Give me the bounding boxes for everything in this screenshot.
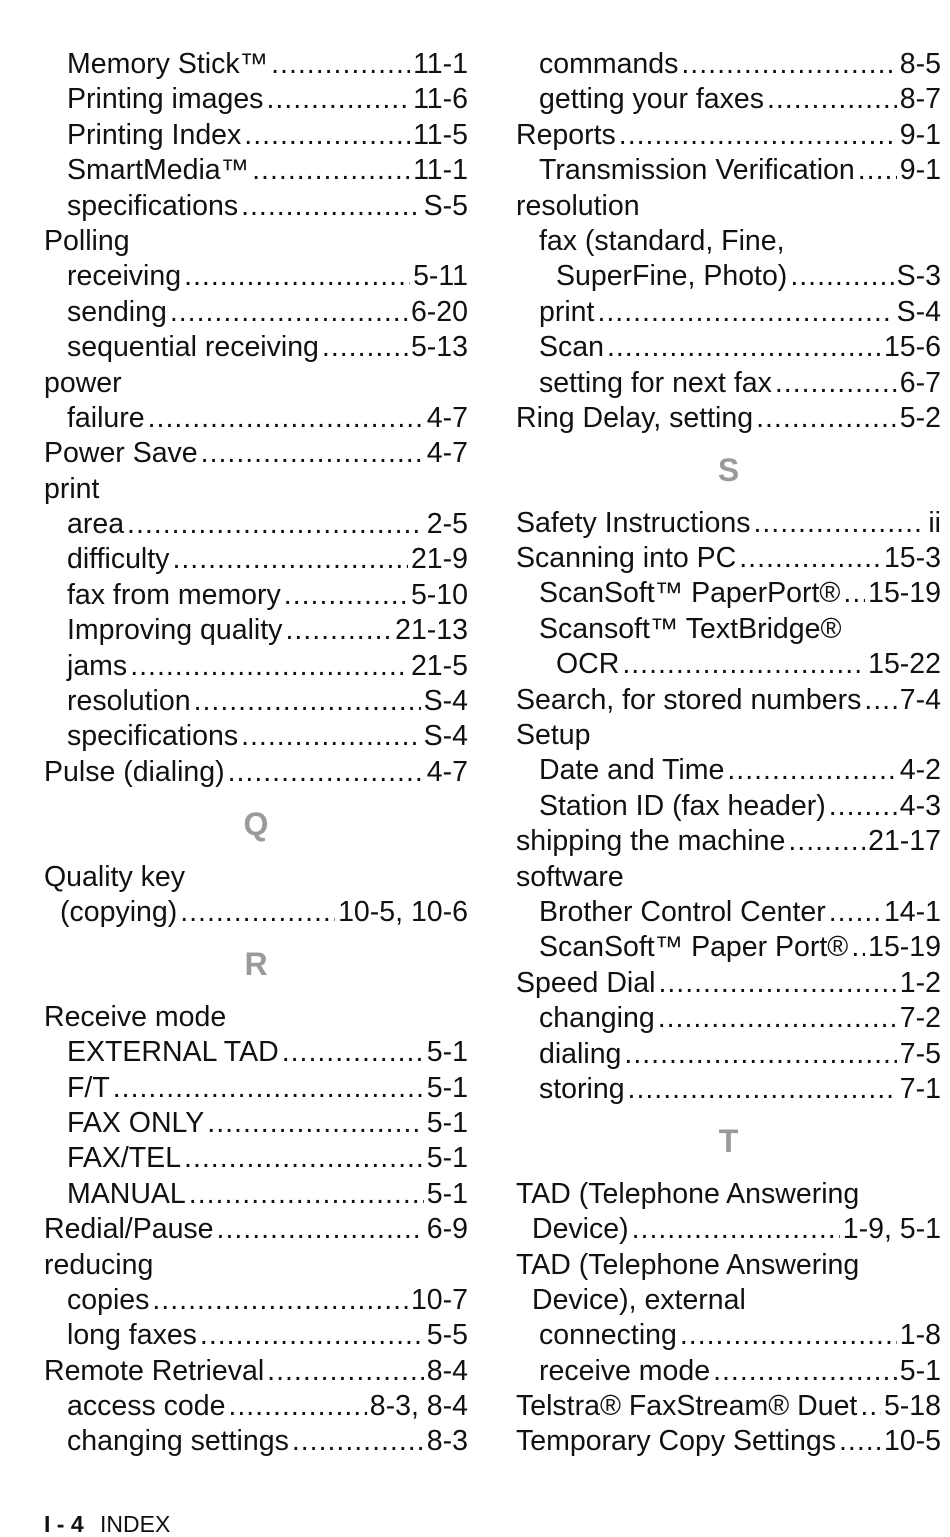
index-entry xyxy=(44,189,468,224)
index-term: shipping the machine xyxy=(516,825,786,858)
index-term: Safety Instructions xyxy=(516,506,751,539)
index-entry xyxy=(516,47,941,82)
dot-leader xyxy=(681,47,896,82)
index-term: changing xyxy=(539,1002,655,1035)
dot-leader xyxy=(322,330,408,365)
index-entry xyxy=(516,506,941,541)
index-entry xyxy=(516,295,941,330)
index-page-ref: 11-1 xyxy=(413,154,468,187)
index-term: setting for next fax xyxy=(539,366,772,399)
index-term: Polling xyxy=(44,224,130,257)
index-entry xyxy=(44,1283,468,1318)
index-entry xyxy=(516,401,941,436)
index-term: print xyxy=(539,295,595,328)
index-term: connecting xyxy=(539,1319,677,1352)
dot-leader xyxy=(292,1424,424,1459)
index-page-ref: 5-13 xyxy=(410,331,468,364)
index-page-ref: 14-1 xyxy=(883,895,941,928)
index-entry xyxy=(516,82,941,117)
index-entry xyxy=(516,895,941,930)
page-footer xyxy=(44,1512,170,1536)
dot-leader xyxy=(284,578,408,613)
index-term: fax (standard, Fine, xyxy=(539,224,785,257)
dot-leader xyxy=(200,1318,424,1353)
index-term: Improving quality xyxy=(67,614,283,647)
dot-leader xyxy=(194,684,421,719)
index-right-column xyxy=(516,47,941,1460)
index-page-ref: 4-7 xyxy=(426,437,468,470)
index-page-ref: 6-20 xyxy=(410,295,468,328)
index-entry xyxy=(516,718,941,753)
index-term: Search, for stored numbers xyxy=(516,683,862,716)
index-page-ref: S-3 xyxy=(896,260,941,293)
index-entry xyxy=(516,612,941,647)
index-page-ref: 5-18 xyxy=(883,1390,941,1423)
dot-leader xyxy=(839,1424,881,1459)
index-term: Station ID (fax header) xyxy=(539,789,826,822)
dot-leader xyxy=(267,1354,424,1389)
index-page-ref: 15-19 xyxy=(868,577,941,610)
index-page-ref: 7-2 xyxy=(899,1002,941,1035)
index-page-ref: 5-11 xyxy=(413,260,468,293)
index-page-ref: 8-3 xyxy=(426,1425,468,1458)
index-page-ref: 15-22 xyxy=(868,648,941,681)
index-term: copies xyxy=(67,1283,150,1316)
dot-leader xyxy=(207,1106,424,1141)
index-entry xyxy=(516,789,941,824)
index-term: resolution xyxy=(516,189,640,222)
index-term: Remote Retrieval xyxy=(44,1354,265,1387)
index-entry xyxy=(44,1000,468,1035)
index-entry xyxy=(44,1106,468,1141)
dot-leader xyxy=(788,824,865,859)
index-term: receiving xyxy=(67,260,182,293)
dot-leader xyxy=(170,295,408,330)
index-term: (copying) xyxy=(60,895,178,928)
index-page-ref: 7-5 xyxy=(899,1037,941,1070)
index-page-ref: 8-5 xyxy=(899,48,941,80)
index-term: Date and Time xyxy=(539,754,725,787)
index-page-ref: 5-1 xyxy=(426,1106,468,1139)
index-entry xyxy=(44,118,468,153)
index-term: Scansoft™ TextBridge® xyxy=(539,612,842,645)
index-term: Device) xyxy=(532,1213,629,1246)
index-entry xyxy=(44,1071,468,1106)
index-term: TAD (Telephone Answering xyxy=(516,1177,860,1210)
index-page-ref: 15-3 xyxy=(883,542,941,575)
index-term: OCR xyxy=(556,648,620,681)
index-entry xyxy=(44,472,468,507)
index-page-ref: 4-7 xyxy=(426,755,468,788)
index-term: F/T xyxy=(67,1071,110,1104)
index-term: specifications xyxy=(67,189,239,222)
index-entry xyxy=(44,295,468,330)
index-entry xyxy=(516,647,941,682)
index-term: Setup xyxy=(516,719,591,752)
index-term: software xyxy=(516,860,624,893)
index-entry xyxy=(516,118,941,153)
index-entry xyxy=(44,1424,468,1459)
index-term: reducing xyxy=(44,1248,154,1281)
index-entry xyxy=(516,966,941,1001)
index-page-ref: 5-2 xyxy=(899,401,941,434)
dot-leader xyxy=(184,1141,424,1176)
index-page-ref: 21-5 xyxy=(410,649,468,682)
index-page-ref: 5-5 xyxy=(426,1319,468,1352)
index-term: sequential receiving xyxy=(67,331,319,364)
index-entry xyxy=(44,755,468,790)
index-term: ScanSoft™ Paper Port® xyxy=(539,931,849,964)
dot-leader xyxy=(113,1071,424,1106)
dot-leader xyxy=(180,895,335,930)
dot-leader xyxy=(130,649,408,684)
index-entry xyxy=(44,1177,468,1212)
index-term: power xyxy=(44,366,122,399)
dot-leader xyxy=(756,401,897,436)
dot-leader xyxy=(607,330,881,365)
footer-section-label: INDEX xyxy=(100,1511,171,1537)
index-page-ref: 5-1 xyxy=(426,1036,468,1069)
index-entry xyxy=(516,824,941,859)
index-entry xyxy=(516,1072,941,1107)
index-term: Reports xyxy=(516,118,616,151)
index-entry xyxy=(44,1035,468,1070)
dot-leader xyxy=(658,966,896,1001)
index-term: dialing xyxy=(539,1037,622,1070)
index-entry xyxy=(44,895,468,930)
index-entry xyxy=(44,436,468,471)
index-term: Ring Delay, setting xyxy=(516,401,754,434)
index-entry xyxy=(516,753,941,788)
index-entry xyxy=(516,1354,941,1389)
dot-leader xyxy=(658,1001,897,1036)
index-term: receive mode xyxy=(539,1354,711,1387)
index-term: Receive mode xyxy=(44,1000,227,1033)
footer-page-number: I - 4 xyxy=(44,1511,84,1537)
index-page-ref: 2-5 xyxy=(426,508,468,541)
dot-leader xyxy=(597,295,893,330)
index-term: Brother Control Center xyxy=(539,895,826,928)
index-term: Printing Index xyxy=(67,118,242,151)
index-page-ref: S-5 xyxy=(423,189,468,222)
index-page-ref: 8-7 xyxy=(899,83,941,116)
index-term: failure xyxy=(67,401,145,434)
index-term: Pulse (dialing) xyxy=(44,755,225,788)
dot-leader xyxy=(775,366,897,401)
index-entry xyxy=(516,189,941,224)
index-term: area xyxy=(67,508,125,541)
dot-leader xyxy=(228,755,424,790)
index-page-ref: 4-7 xyxy=(426,401,468,434)
index-page-ref: 5-1 xyxy=(426,1071,468,1104)
index-entry xyxy=(44,259,468,294)
index-entry xyxy=(516,366,941,401)
index-term: storing xyxy=(539,1072,625,1105)
dot-leader xyxy=(228,1389,366,1424)
index-term: SuperFine, Photo) xyxy=(556,260,788,293)
index-entry xyxy=(44,1318,468,1353)
index-page-ref: 15-6 xyxy=(883,331,941,364)
index-letter-heading: Q xyxy=(243,806,269,843)
index-term: TAD (Telephone Answering xyxy=(516,1248,860,1281)
index-entry xyxy=(44,719,468,754)
index-entry xyxy=(516,1212,941,1247)
dot-leader xyxy=(739,541,881,576)
index-entry xyxy=(44,1141,468,1176)
index-page-ref: 21-9 xyxy=(410,543,468,576)
dot-leader xyxy=(843,576,865,611)
index-page-ref: 4-2 xyxy=(899,754,941,787)
index-page-ref: 7-4 xyxy=(899,683,941,716)
index-term: Scan xyxy=(539,331,604,364)
dot-leader xyxy=(753,506,925,541)
index-term: Device), external xyxy=(532,1283,746,1316)
index-entry xyxy=(44,649,468,684)
dot-leader xyxy=(864,683,896,718)
index-term: Printing images xyxy=(67,83,264,116)
dot-leader xyxy=(713,1354,897,1389)
index-page-ref: 11-6 xyxy=(413,83,468,116)
index-term: FAX ONLY xyxy=(67,1106,205,1139)
index-page-ref: S-4 xyxy=(423,685,468,718)
dot-leader xyxy=(241,719,421,754)
index-entry xyxy=(516,1177,941,1212)
index-entry xyxy=(44,366,468,401)
index-term: Telstra® FaxStream® Duet xyxy=(516,1390,858,1423)
index-page-ref: 1-2 xyxy=(899,966,941,999)
index-page-ref: 21-17 xyxy=(868,825,941,858)
index-page-ref: 6-7 xyxy=(899,366,941,399)
dot-leader xyxy=(217,1212,424,1247)
index-entry xyxy=(44,578,468,613)
index-entry xyxy=(44,613,468,648)
index-entry xyxy=(44,224,468,259)
index-page-ref: ii xyxy=(928,506,941,539)
index-term: Scanning into PC xyxy=(516,542,737,575)
index-page-ref: 10-7 xyxy=(410,1283,468,1316)
index-entry xyxy=(44,542,468,577)
index-term: Temporary Copy Settings xyxy=(516,1425,836,1458)
index-entry xyxy=(516,930,941,965)
index-entry xyxy=(516,153,941,188)
dot-leader xyxy=(624,1037,896,1072)
index-entry xyxy=(44,330,468,365)
dot-leader xyxy=(172,542,408,577)
index-entry xyxy=(516,1283,941,1318)
dot-leader xyxy=(632,1212,840,1247)
index-page-ref: 10-5, 10-6 xyxy=(338,895,468,928)
dot-leader xyxy=(266,82,410,117)
dot-leader xyxy=(622,647,865,682)
dot-leader xyxy=(727,753,896,788)
dot-leader xyxy=(829,789,897,824)
index-entry xyxy=(516,1001,941,1036)
index-entry xyxy=(44,1248,468,1283)
index-term: Memory Stick™ xyxy=(67,48,269,80)
index-page-ref: 7-1 xyxy=(899,1072,941,1105)
index-entry xyxy=(44,1389,468,1424)
index-entry xyxy=(516,576,941,611)
index-entry xyxy=(516,1424,941,1459)
index-entry xyxy=(516,860,941,895)
index-entry xyxy=(516,1248,941,1283)
index-entry xyxy=(44,684,468,719)
dot-leader xyxy=(790,259,893,294)
dot-leader xyxy=(282,1035,424,1070)
index-term: commands xyxy=(539,48,679,80)
index-left-column xyxy=(44,47,468,1460)
index-term: long faxes xyxy=(67,1319,197,1352)
index-entry xyxy=(516,259,941,294)
index-term: MANUAL xyxy=(67,1177,186,1210)
dot-leader xyxy=(767,82,897,117)
index-entry xyxy=(44,1212,468,1247)
index-page-ref: 5-1 xyxy=(426,1142,468,1175)
index-page-ref: S-4 xyxy=(423,720,468,753)
dot-leader xyxy=(244,118,410,153)
dot-leader xyxy=(252,153,410,188)
index-term: Redial/Pause xyxy=(44,1213,214,1246)
index-entry xyxy=(44,153,468,188)
index-entry xyxy=(516,683,941,718)
index-term: getting your faxes xyxy=(539,83,764,116)
index-entry xyxy=(516,1389,941,1424)
dot-leader xyxy=(680,1318,897,1353)
dot-leader xyxy=(184,259,410,294)
index-page-ref: 11-1 xyxy=(413,48,468,80)
index-page-ref: 8-4 xyxy=(426,1354,468,1387)
index-entry xyxy=(516,1037,941,1072)
index-page-ref: 1-9, 5-1 xyxy=(842,1213,941,1246)
index-term: ScanSoft™ PaperPort® xyxy=(539,577,841,610)
index-page-ref: S-4 xyxy=(896,295,941,328)
index-page-ref: 8-3, 8-4 xyxy=(369,1390,468,1423)
index-letter-heading: T xyxy=(718,1123,739,1160)
dot-leader xyxy=(241,189,421,224)
index-term: print xyxy=(44,472,100,505)
index-page-ref: 15-19 xyxy=(868,931,941,964)
index-page-ref: 11-5 xyxy=(413,118,468,151)
dot-leader xyxy=(285,613,392,648)
index-entry xyxy=(516,541,941,576)
index-term: EXTERNAL TAD xyxy=(67,1036,279,1069)
index-entry xyxy=(44,507,468,542)
index-page-ref: 6-9 xyxy=(426,1213,468,1246)
index-page-ref: 5-1 xyxy=(899,1354,941,1387)
index-term: access code xyxy=(67,1390,226,1423)
index-entry xyxy=(516,1318,941,1353)
index-page-ref: 5-1 xyxy=(426,1177,468,1210)
index-term: Quality key xyxy=(44,860,185,893)
index-entry xyxy=(44,401,468,436)
index-term: sending xyxy=(67,295,167,328)
index-term: fax from memory xyxy=(67,578,281,611)
index-term: difficulty xyxy=(67,543,170,576)
dot-leader xyxy=(189,1177,424,1212)
index-term: Power Save xyxy=(44,437,198,470)
dot-leader xyxy=(127,507,424,542)
index-page-ref: 9-1 xyxy=(899,154,941,187)
index-term: Speed Dial xyxy=(516,966,656,999)
index-term: changing settings xyxy=(67,1425,289,1458)
index-letter-heading: S xyxy=(717,452,740,489)
index-term: FAX/TEL xyxy=(67,1142,182,1175)
index-term: jams xyxy=(67,649,128,682)
index-page-ref: 9-1 xyxy=(899,118,941,151)
dot-leader xyxy=(619,118,897,153)
index-page-ref: 5-10 xyxy=(410,578,468,611)
index-entry xyxy=(516,224,941,259)
index-term: Transmission Verification xyxy=(539,154,855,187)
index-entry xyxy=(516,330,941,365)
dot-leader xyxy=(858,153,897,188)
dot-leader xyxy=(829,895,881,930)
index-page-ref: 4-3 xyxy=(899,789,941,822)
index-entry xyxy=(44,47,468,82)
dot-leader xyxy=(271,47,410,82)
index-term: SmartMedia™ xyxy=(67,154,250,187)
index-entry xyxy=(44,82,468,117)
dot-leader xyxy=(860,1389,881,1424)
dot-leader xyxy=(628,1072,897,1107)
dot-leader xyxy=(201,436,424,471)
dot-leader xyxy=(152,1283,408,1318)
index-letter-heading: R xyxy=(244,946,268,983)
dot-leader xyxy=(851,930,865,965)
index-page-ref: 21-13 xyxy=(395,614,468,647)
index-entry xyxy=(44,860,468,895)
index-term: specifications xyxy=(67,720,239,753)
dot-leader xyxy=(148,401,424,436)
index-page-ref: 10-5 xyxy=(883,1425,941,1458)
index-entry xyxy=(44,1354,468,1389)
index-page-ref: 1-8 xyxy=(899,1319,941,1352)
index-term: resolution xyxy=(67,685,191,718)
